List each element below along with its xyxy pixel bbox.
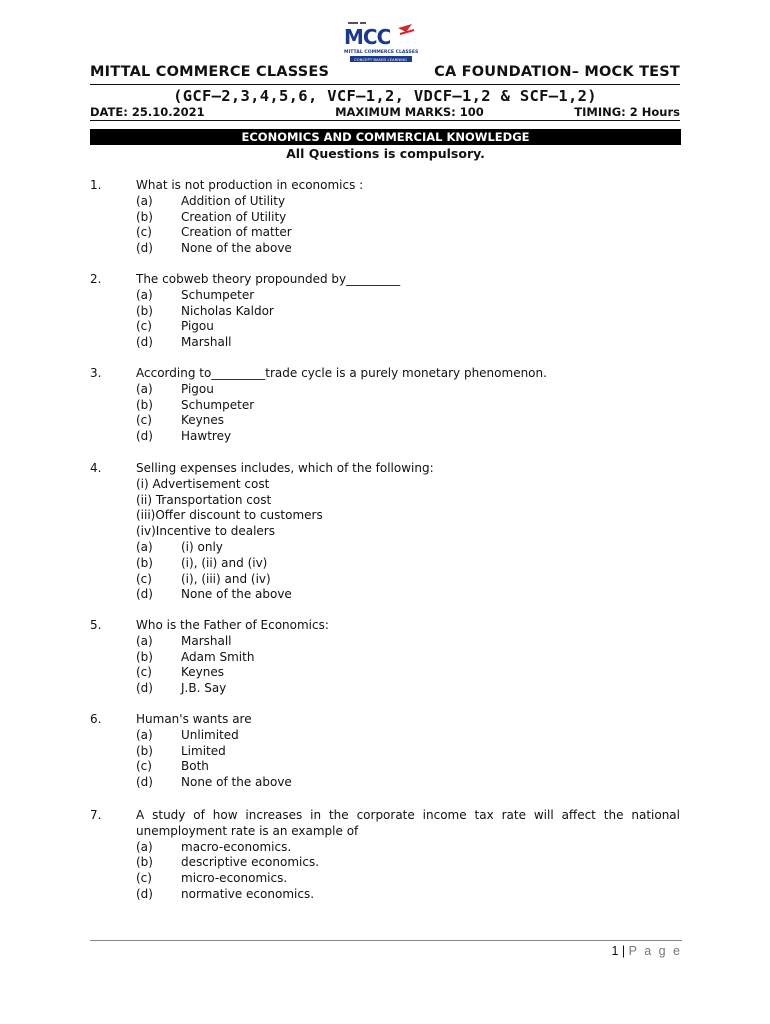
option-c	[136, 413, 680, 429]
question-number: 5.	[90, 618, 102, 632]
option-text: normative economics.	[181, 886, 315, 901]
statement-line: (iii)Offer discount to customers	[136, 508, 323, 523]
subjects-line: (GCF–2,3,4,5,6, VCF–1,2, VDCF–1,2 & SCF–1,2)	[173, 87, 597, 105]
header-divider	[90, 84, 680, 85]
logo-tagline: CONCEPT BASED LEARNING	[354, 57, 407, 62]
page-number: 1	[611, 944, 619, 958]
question-stem: According to_________trade cycle is a purely monetary phenomenon.	[136, 366, 547, 380]
option-label: (d)	[136, 587, 153, 602]
option-label: (d)	[136, 241, 153, 256]
option-d	[136, 681, 680, 697]
option-text: (i) only	[181, 539, 223, 554]
option-text: Creation of Utility	[181, 209, 287, 224]
option-c	[136, 871, 680, 887]
option-b	[136, 744, 680, 760]
question-1	[90, 178, 680, 257]
option-text: Nicholas Kaldor	[181, 303, 274, 318]
question-stem: Who is the Father of Economics:	[136, 618, 329, 632]
question-7	[90, 808, 680, 903]
option-label: (d)	[136, 775, 153, 790]
option-label: (b)	[136, 397, 153, 412]
option-d	[136, 775, 680, 791]
option-b	[136, 398, 680, 414]
option-text: Keynes	[181, 665, 224, 680]
option-text: micro-economics.	[181, 871, 288, 886]
option-label: (d)	[136, 335, 153, 350]
statement-line: (iv)Incentive to dealers	[136, 524, 275, 539]
question-6	[90, 712, 680, 791]
page-word: P a g e	[628, 944, 682, 958]
option-b	[136, 210, 680, 226]
option-label: (a)	[136, 287, 153, 302]
statement-line: (i) Advertisement cost	[136, 476, 270, 491]
maximum-marks: MAXIMUM MARKS: 100	[335, 105, 484, 119]
logo-letters: MCC	[344, 25, 391, 49]
question-number: 7.	[90, 808, 102, 822]
question-number: 3.	[90, 366, 102, 380]
option-b	[136, 304, 680, 320]
option-text: Unlimited	[181, 727, 239, 742]
option-label: (b)	[136, 743, 153, 758]
option-text: Addition of Utility	[181, 193, 286, 208]
option-label: (b)	[136, 855, 153, 870]
option-a	[136, 382, 680, 398]
question-4	[90, 461, 680, 603]
option-c	[136, 319, 680, 335]
option-text: Pigou	[181, 319, 214, 334]
question-number: 6.	[90, 712, 102, 726]
option-label: (a)	[136, 539, 153, 554]
question-stem: What is not production in economics :	[136, 178, 364, 192]
option-label: (a)	[136, 633, 153, 648]
option-a	[136, 634, 680, 650]
page-separator: |	[618, 944, 629, 958]
option-b	[136, 855, 680, 871]
option-d	[136, 335, 680, 351]
option-label: (c)	[136, 571, 152, 586]
question-number: 2.	[90, 272, 102, 286]
question-number: 4.	[90, 461, 102, 475]
option-label: (c)	[136, 759, 152, 774]
option-d	[136, 887, 680, 903]
option-text: None of the above	[181, 241, 292, 256]
option-text: Pigou	[181, 381, 214, 396]
option-label: (d)	[136, 886, 153, 901]
option-label: (c)	[136, 225, 152, 240]
option-text: J.B. Say	[181, 681, 227, 696]
option-text: Marshall	[181, 633, 232, 648]
option-label: (d)	[136, 429, 153, 444]
option-b	[136, 556, 680, 572]
question-number: 1.	[90, 178, 102, 192]
question-stem: Human's wants are	[136, 712, 252, 726]
question-3	[90, 366, 680, 445]
exam-date: DATE: 25.10.2021	[90, 105, 205, 119]
option-label: (d)	[136, 681, 153, 696]
mcc-logo	[340, 20, 424, 64]
page-footer	[611, 944, 682, 958]
header-title-row	[90, 64, 680, 84]
option-label: (a)	[136, 193, 153, 208]
statement-line: (ii) Transportation cost	[136, 492, 272, 507]
institute-name: MITTAL COMMERCE CLASSES	[90, 64, 330, 80]
option-label: (b)	[136, 209, 153, 224]
option-text: Schumpeter	[181, 287, 255, 302]
logo-subtitle: MITTAL COMMERCE CLASSES	[344, 50, 419, 55]
option-d	[136, 429, 680, 445]
option-text: Creation of matter	[181, 225, 292, 240]
option-text: (i), (iii) and (iv)	[181, 571, 271, 586]
option-a	[136, 840, 680, 856]
option-text: Marshall	[181, 335, 232, 350]
exam-name: CA FOUNDATION– MOCK TEST	[434, 64, 680, 80]
option-text: Limited	[181, 743, 226, 758]
option-label: (a)	[136, 727, 153, 742]
option-label: (c)	[136, 665, 152, 680]
option-c	[136, 225, 680, 241]
footer-divider	[90, 940, 682, 941]
option-a	[136, 288, 680, 304]
option-text: Keynes	[181, 413, 224, 428]
option-label: (b)	[136, 649, 153, 664]
option-a	[136, 728, 680, 744]
option-c	[136, 759, 680, 775]
option-text: Hawtrey	[181, 429, 232, 444]
option-c	[136, 665, 680, 681]
question-stem: Selling expenses includes, which of the following:	[136, 461, 434, 475]
meta-divider	[90, 120, 680, 121]
option-d	[136, 241, 680, 257]
option-label: (a)	[136, 381, 153, 396]
option-c	[136, 572, 680, 588]
section-title: ECONOMICS AND COMMERCIAL KNOWLEDGE	[90, 129, 681, 145]
option-text: macro-economics.	[181, 839, 292, 854]
option-a	[136, 194, 680, 210]
option-text: None of the above	[181, 587, 292, 602]
option-b	[136, 650, 680, 666]
exam-timing: TIMING: 2 Hours	[574, 105, 680, 119]
option-text: (i), (ii) and (iv)	[181, 555, 268, 570]
option-a	[136, 540, 680, 556]
question-2	[90, 272, 680, 351]
option-text: Both	[181, 759, 209, 774]
option-label: (c)	[136, 319, 152, 334]
option-text: None of the above	[181, 775, 292, 790]
question-stem-continued: unemployment rate is an example of	[136, 823, 359, 838]
question-stem: A study of how increases in the corporate income tax rate will affect the national	[136, 808, 680, 822]
option-label: (a)	[136, 839, 153, 854]
option-text: Adam Smith	[181, 649, 255, 664]
question-5	[90, 618, 680, 697]
option-text: descriptive economics.	[181, 855, 320, 870]
option-label: (b)	[136, 555, 153, 570]
section-instruction: All Questions is compulsory.	[286, 146, 485, 161]
question-stem: The cobweb theory propounded by_________	[136, 272, 401, 286]
exam-meta-row	[90, 105, 680, 119]
option-label: (c)	[136, 871, 152, 886]
option-d	[136, 587, 680, 603]
option-label: (b)	[136, 303, 153, 318]
option-label: (c)	[136, 413, 152, 428]
option-text: Schumpeter	[181, 397, 255, 412]
